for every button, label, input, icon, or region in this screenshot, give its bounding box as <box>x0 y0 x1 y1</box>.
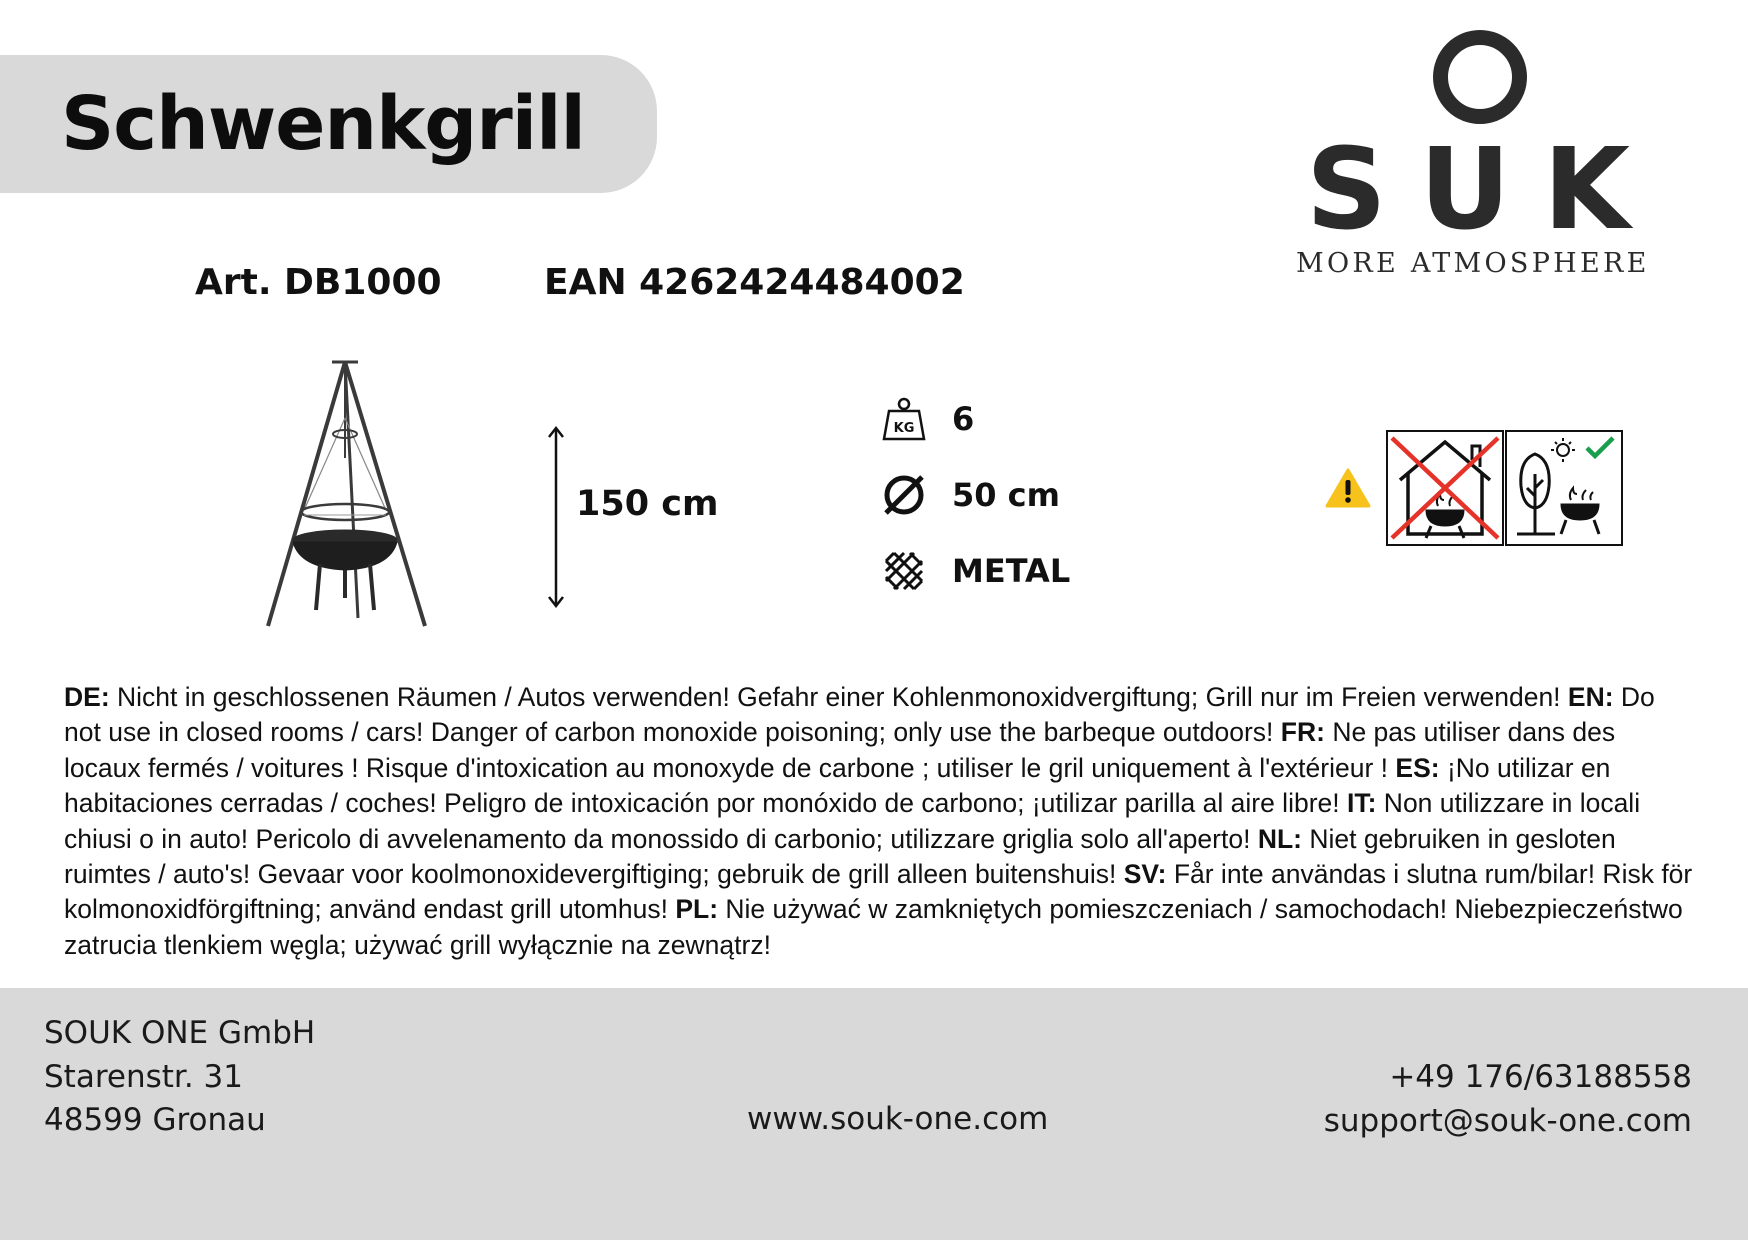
material-value: METAL <box>952 552 1071 590</box>
souk-logo <box>1290 30 1650 280</box>
warning-text: Nicht in geschlossenen Räumen / Autos verwenden! Gefahr einer Kohlenmonoxidvergiftung; Grill nur im Freien verwenden! <box>109 682 1568 712</box>
logo-tagline: MORE ATMOSPHERE <box>1296 248 1650 279</box>
lang-code: IT: <box>1347 788 1377 819</box>
warning-text: Ne pas utiliser dans des locaux fermés / voitures ! Risque d'intoxication au monoxyde de carbone ; utiliser le gril uniquement à l'extérieur ! <box>64 717 1616 783</box>
website-link[interactable]: www.souk-one.com <box>747 1101 1049 1137</box>
material-icon <box>880 547 928 595</box>
ean-number: EAN 4262424484002 <box>544 262 965 303</box>
contact-info <box>1324 1056 1692 1143</box>
warning-text: Do not use in closed rooms / cars! Danger of carbon monoxide poisoning; only use the barbeque outdoors! <box>64 682 1655 748</box>
logo-letter: S <box>1306 125 1387 255</box>
swing-grill-image <box>260 358 430 630</box>
height-value: 150 cm <box>576 484 719 524</box>
page-title: Schwenkgrill <box>61 81 585 167</box>
diameter-icon <box>880 471 928 519</box>
logo-letter: U <box>1419 125 1511 255</box>
lang-code: SV: <box>1123 859 1167 890</box>
no-indoor-use-icon <box>1386 430 1504 546</box>
spec-diameter <box>880 470 1060 520</box>
street: Starenstr. 31 <box>44 1058 243 1095</box>
phone-number[interactable]: +49 176/63188558 <box>1389 1059 1692 1095</box>
outdoor-use-ok-icon <box>1505 430 1623 546</box>
svg-text:KG: KG <box>893 421 915 436</box>
article-number: Art. DB1000 <box>195 262 442 303</box>
company-name: SOUK ONE GmbH <box>44 1015 316 1051</box>
company-address <box>44 1012 315 1143</box>
lang-code: FR: <box>1280 717 1325 748</box>
warning-text: ¡No utilizar en habitaciones cerradas / coches! Peligro de intoxicación por monóxido de carbono; ¡utilizar parilla al aire libre! <box>64 752 1611 819</box>
logo-letter: K <box>1543 125 1630 255</box>
weight-value: 6 <box>952 400 975 438</box>
spec-material <box>880 546 1071 596</box>
warning-text: Får inte användas i slutna rum/bilar! Risk för kolmonoxidförgiftning; använd endast grill utomhus! <box>64 859 1693 925</box>
spec-weight <box>880 394 975 444</box>
lang-code: ES: <box>1395 752 1440 783</box>
logo-ring <box>1433 30 1527 124</box>
weight-kg-icon <box>880 395 928 443</box>
diameter-value: 50 cm <box>952 476 1060 514</box>
warning-icon <box>1325 467 1371 509</box>
warning-text: Non utilizzare in locali chiusi o in auto! Pericolo di avvelenamento da monossido di carbonio; utilizzare griglia solo all'aperto! <box>64 788 1641 854</box>
warning-text: Nie używać w zamkniętych pomieszczeniach / samochodach! Niebezpieczeństwo zatrucia tlenkiem węgla; używać grill wyłącznie na zewnątrz! <box>64 894 1683 960</box>
lang-code: NL: <box>1257 823 1302 854</box>
lang-code: EN: <box>1567 682 1614 712</box>
lang-code: DE: <box>64 682 110 712</box>
lang-code: PL: <box>675 894 719 925</box>
height-arrow-icon <box>546 425 566 609</box>
title-banner <box>0 55 657 193</box>
city: 48599 Gronau <box>44 1102 266 1138</box>
safety-warnings <box>64 680 1694 963</box>
email-link[interactable]: support@souk-one.com <box>1323 1102 1692 1139</box>
logo-wordmark <box>1290 125 1650 255</box>
warning-text: Niet gebruiken in gesloten ruimtes / auto's! Gevaar voor koolmonoxidevergiftiging; gebruik de grill alleen buitenshuis! <box>64 823 1616 890</box>
